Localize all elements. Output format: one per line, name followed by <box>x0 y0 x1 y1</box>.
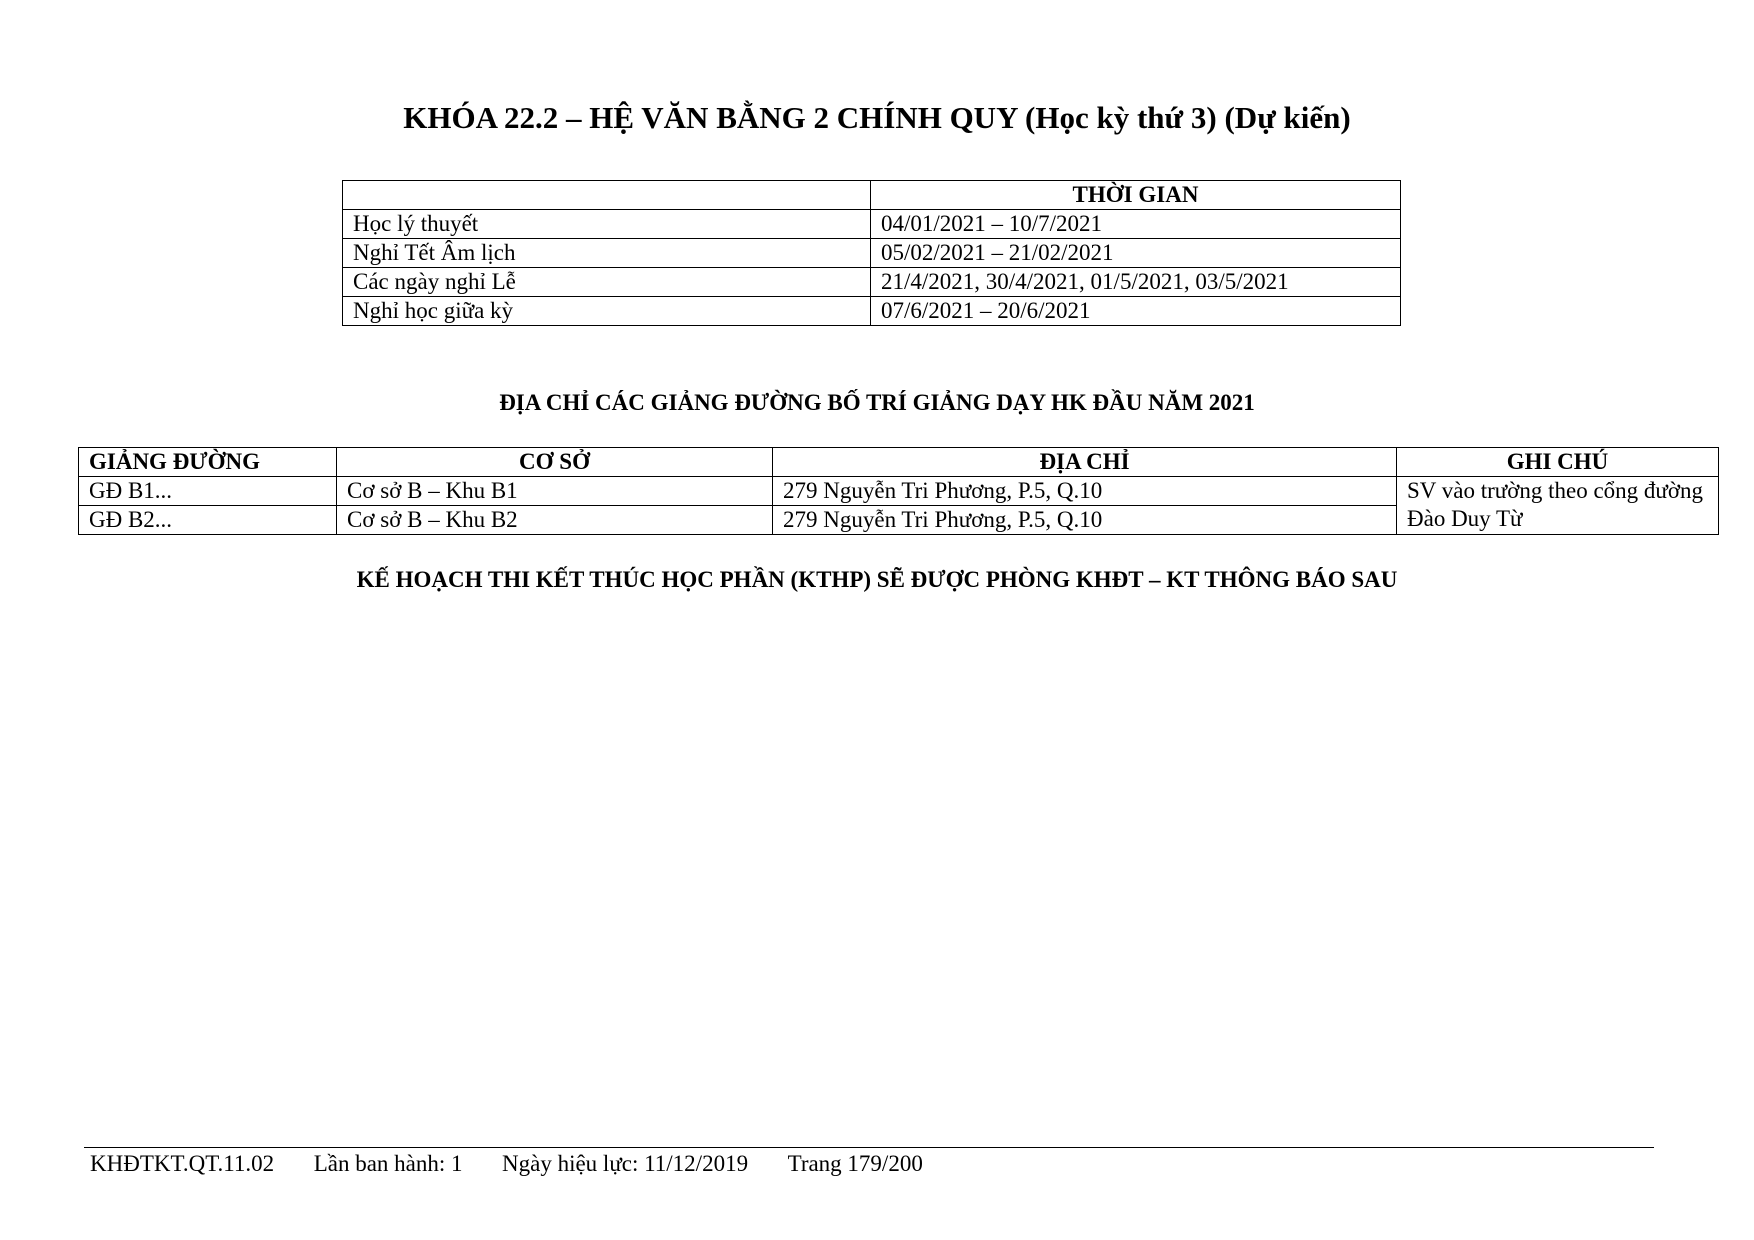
schedule-row <box>343 297 1401 326</box>
schedule-row <box>343 268 1401 297</box>
schedule-row-label: Học lý thuyết <box>343 210 871 239</box>
venue-hall: GĐ B2... <box>79 506 337 535</box>
venue-campus: Cơ sở B – Khu B1 <box>337 477 773 506</box>
page-title: KHÓA 22.2 – HỆ VĂN BẰNG 2 CHÍNH QUY (Học kỳ thứ 3) (Dự kiến) <box>403 100 1351 135</box>
footer-divider <box>84 1147 1654 1148</box>
schedule-header-label <box>343 181 871 210</box>
venue-hall: GĐ B1... <box>79 477 337 506</box>
schedule-row-label: Các ngày nghỉ Lễ <box>343 268 871 297</box>
venue-campus: Cơ sở B – Khu B2 <box>337 506 773 535</box>
schedule-row-time: 04/01/2021 – 10/7/2021 <box>871 210 1401 239</box>
venue-header-row <box>79 448 1719 477</box>
venue-row <box>79 477 1719 506</box>
venue-header-hall: GIẢNG ĐƯỜNG <box>79 448 337 477</box>
venue-header-address: ĐỊA CHỈ <box>773 448 1397 477</box>
footer-effective-date: Ngày hiệu lực: 11/12/2019 <box>502 1151 749 1176</box>
exam-notice: KẾ HOẠCH THI KẾT THÚC HỌC PHẦN (KTHP) SẼ ĐƯỢC PHÒNG KHĐT – KT THÔNG BÁO SAU <box>356 567 1398 592</box>
footer <box>90 1149 923 1179</box>
schedule-row-time: 07/6/2021 – 20/6/2021 <box>871 297 1401 326</box>
schedule-header-time: THỜI GIAN <box>871 181 1401 210</box>
schedule-row-time: 21/4/2021, 30/4/2021, 01/5/2021, 03/5/2021 <box>871 268 1401 297</box>
footer-issue: Lần ban hành: 1 <box>313 1151 463 1176</box>
venues-heading: ĐỊA CHỈ CÁC GIẢNG ĐƯỜNG BỐ TRÍ GIẢNG DẠY HK ĐẦU NĂM 2021 <box>499 390 1255 415</box>
venue-table <box>78 447 1719 535</box>
schedule-table <box>342 180 1401 326</box>
schedule-row <box>343 210 1401 239</box>
schedule-header-row <box>343 181 1401 210</box>
schedule-row-time: 05/02/2021 – 21/02/2021 <box>871 239 1401 268</box>
schedule-row-label: Nghỉ Tết Âm lịch <box>343 239 871 268</box>
venue-note: SV vào trường theo cổng đường Đào Duy Từ <box>1397 477 1719 535</box>
venue-header-campus: CƠ SỞ <box>337 448 773 477</box>
schedule-row-label: Nghỉ học giữa kỳ <box>343 297 871 326</box>
schedule-row <box>343 239 1401 268</box>
venue-address: 279 Nguyễn Tri Phương, P.5, Q.10 <box>773 506 1397 535</box>
footer-doc-code: KHĐTKT.QT.11.02 <box>90 1151 275 1176</box>
venue-header-note: GHI CHÚ <box>1397 448 1719 477</box>
footer-page-number: Trang 179/200 <box>787 1151 923 1176</box>
venue-address: 279 Nguyễn Tri Phương, P.5, Q.10 <box>773 477 1397 506</box>
